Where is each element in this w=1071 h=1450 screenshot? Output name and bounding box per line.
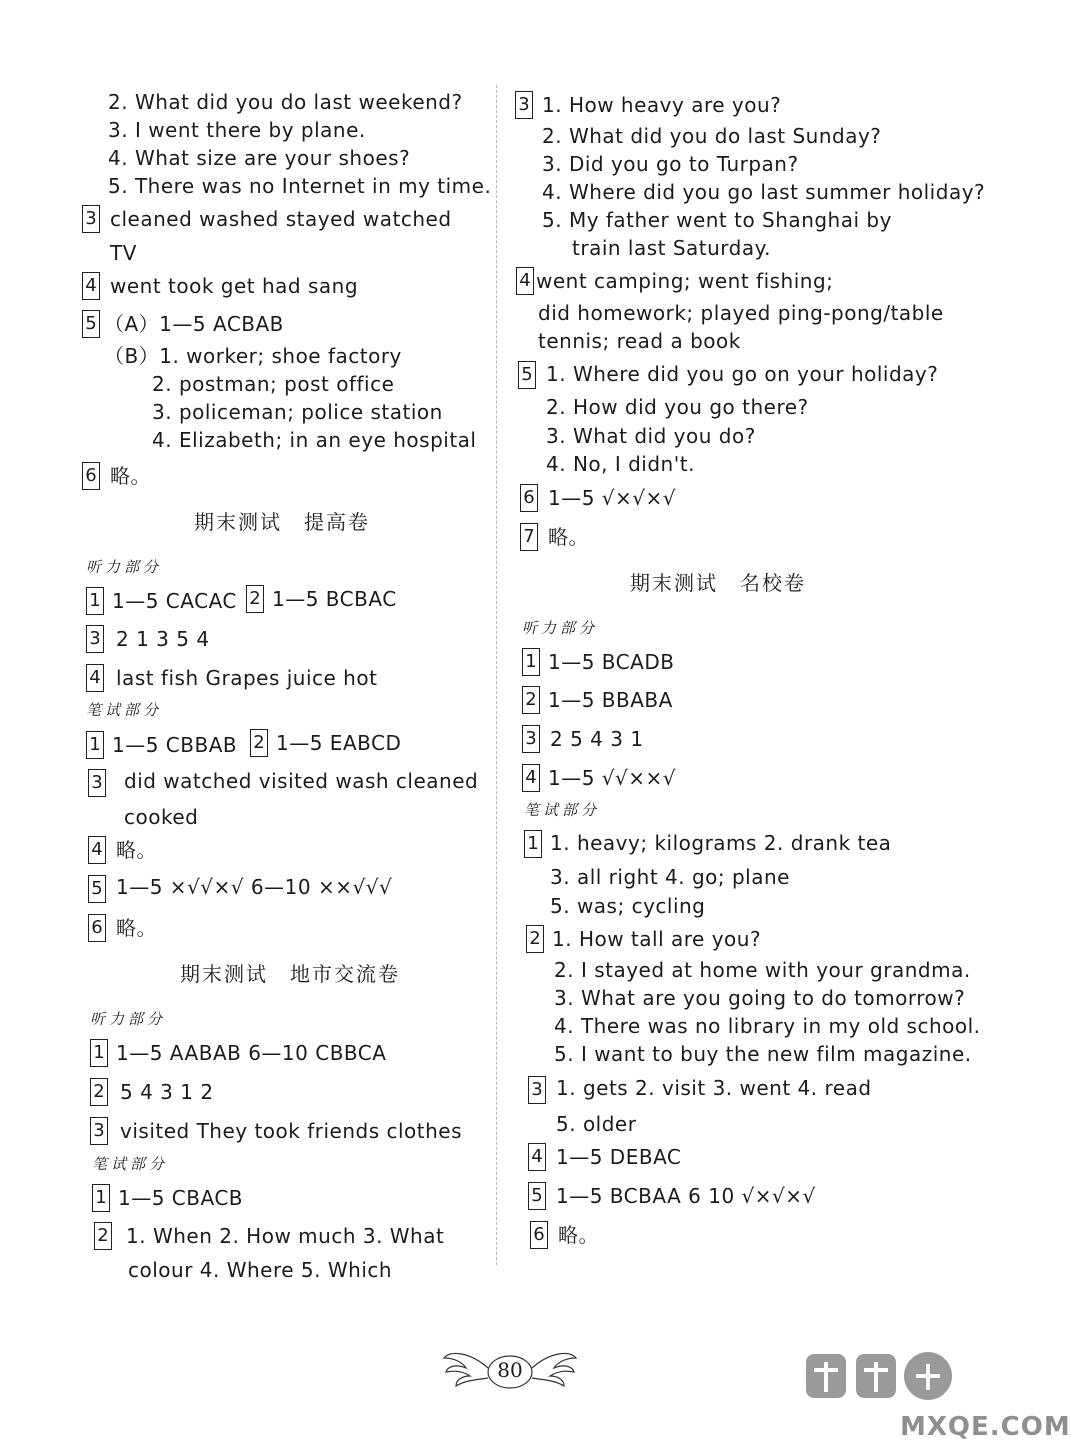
- answer-line: 4. No, I didn't.: [546, 452, 695, 476]
- question-number-box: 3: [86, 625, 104, 653]
- answer-line: 4. There was no library in my old school.: [554, 1014, 981, 1038]
- question-number-box: 4: [528, 1143, 546, 1171]
- answer-line: TV: [110, 241, 137, 265]
- answer-line: 5. There was no Internet in my time.: [108, 174, 492, 198]
- question-number-box: 3: [515, 91, 533, 119]
- question-number-box: 3: [528, 1076, 546, 1104]
- question-number-box: 6: [82, 462, 100, 490]
- question-number-box: 3: [90, 1117, 108, 1145]
- answer-line: went camping; went fishing;: [536, 269, 834, 293]
- question-number-box: 1: [90, 1039, 108, 1067]
- question-number-box: 2: [526, 925, 544, 953]
- answer-line: 2. How did you go there?: [546, 395, 809, 419]
- subsection-label: 笔试部分: [92, 1155, 169, 1173]
- answer-line: 2. What did you do last Sunday?: [542, 124, 882, 148]
- watermark-url: MXQE.COM: [900, 1412, 1071, 1442]
- section-heading: 期末测试 名校卷: [630, 571, 806, 595]
- answer-line: 3. I went there by plane.: [108, 118, 366, 142]
- question-number-box: 1: [92, 1184, 110, 1212]
- question-number-box: 2: [90, 1078, 108, 1106]
- answer-line: 5 4 3 1 2: [120, 1080, 214, 1104]
- question-number-box: 2: [94, 1222, 112, 1250]
- question-number-box: 4: [86, 664, 104, 692]
- answer-line: 4. Elizabeth; in an eye hospital: [152, 428, 477, 452]
- answer-line: 1. How tall are you?: [552, 927, 762, 951]
- answer-line: 1—5 CBBAB: [112, 733, 238, 757]
- answer-line: 1—5 AABAB 6—10 CBBCA: [116, 1041, 387, 1065]
- answer-line: 略。: [116, 916, 157, 940]
- question-number-box: 5: [88, 875, 106, 903]
- question-number-box: 5: [82, 310, 100, 338]
- answer-line: （B）1. worker; shoe factory: [104, 344, 402, 368]
- answer-line: cleaned washed stayed watched: [110, 207, 452, 231]
- answer-line: 1—5 √×√×√: [548, 486, 677, 510]
- answer-line: 3. policeman; police station: [152, 400, 443, 424]
- answer-line: 1—5 ×√√×√ 6—10 ××√√√: [116, 875, 393, 899]
- question-number-box: 1: [86, 587, 104, 615]
- answer-line: 1. gets 2. visit 3. went 4. read: [556, 1076, 872, 1100]
- answer-line: 2. I stayed at home with your grandma.: [554, 958, 971, 982]
- question-number-box: 3: [522, 725, 540, 753]
- subsection-label: 笔试部分: [86, 701, 163, 719]
- question-number-box: 6: [530, 1221, 548, 1249]
- answer-line: 2. postman; post office: [152, 372, 395, 396]
- question-number-box: 5: [518, 361, 536, 389]
- answer-line: did homework; played ping-pong/table: [538, 301, 944, 325]
- answer-line: 1—5 BCADB: [548, 650, 675, 674]
- question-number-box: 4: [522, 764, 540, 792]
- answer-line: 2. What did you do last weekend?: [108, 90, 463, 114]
- question-number-box: 6: [88, 914, 106, 942]
- question-number-box: 1: [522, 648, 540, 676]
- answer-line: 3. Did you go to Turpan?: [542, 152, 799, 176]
- question-number-box: 3: [88, 769, 106, 797]
- question-number-box: 2: [250, 729, 268, 757]
- subsection-label: 听力部分: [522, 619, 599, 637]
- answer-line: 1—5 √√××√: [548, 766, 677, 790]
- question-number-box: 6: [520, 484, 538, 512]
- subsection-label: 听力部分: [90, 1010, 167, 1028]
- answer-line: 略。: [110, 464, 151, 488]
- answer-line: 4. What size are your shoes?: [108, 146, 411, 170]
- answer-line: 1. heavy; kilograms 2. drank tea: [550, 831, 892, 855]
- answer-line: did watched visited wash cleaned: [124, 769, 479, 793]
- section-heading: 期末测试 提高卷: [194, 510, 370, 534]
- answer-line: 5. older: [556, 1112, 637, 1136]
- question-number-box: 1: [524, 830, 542, 858]
- answer-line: 1. How heavy are you?: [542, 93, 782, 117]
- answer-line: colour 4. Where 5. Which: [128, 1258, 393, 1282]
- section-heading: 期末测试 地市交流卷: [180, 962, 400, 986]
- answer-line: 5. I want to buy the new film magazine.: [554, 1042, 972, 1066]
- answer-line: 略。: [116, 838, 157, 862]
- question-number-box: 4: [88, 836, 106, 864]
- column-divider: [496, 85, 497, 1265]
- answer-line: train last Saturday.: [572, 236, 771, 260]
- answer-line: cooked: [124, 805, 199, 829]
- answer-line: 5. was; cycling: [550, 894, 706, 918]
- answer-line: 1. Where did you go on your holiday?: [546, 362, 939, 386]
- subsection-label: 笔试部分: [524, 801, 601, 819]
- answer-line: visited They took friends clothes: [120, 1119, 463, 1143]
- answer-line: 3. all right 4. go; plane: [550, 865, 790, 889]
- answer-line: 3. What did you do?: [546, 424, 756, 448]
- question-number-box: 4: [516, 267, 534, 295]
- answer-line: last fish Grapes juice hot: [116, 666, 378, 690]
- question-number-box: 2: [246, 585, 264, 613]
- page-number: 80: [497, 1358, 523, 1382]
- answer-line: 4. Where did you go last summer holiday?: [542, 180, 986, 204]
- question-number-box: 4: [82, 272, 100, 300]
- question-number-box: 1: [86, 731, 104, 759]
- answer-line: 5. My father went to Shanghai by: [542, 208, 892, 232]
- question-number-box: 7: [520, 523, 538, 551]
- answer-line: went took get had sang: [110, 274, 359, 298]
- question-number-box: 5: [528, 1182, 546, 1210]
- answer-line: 1. When 2. How much 3. What: [126, 1224, 445, 1248]
- answer-line: 1—5 EABCD: [276, 731, 402, 755]
- answer-line: 1—5 DEBAC: [556, 1145, 682, 1169]
- subsection-label: 听力部分: [86, 558, 163, 576]
- question-number-box: 3: [82, 205, 100, 233]
- answer-line: 1—5 BBABA: [548, 688, 673, 712]
- answer-line: 2 5 4 3 1: [550, 727, 644, 751]
- answer-line: 3. What are you going to do tomorrow?: [554, 986, 966, 1010]
- answer-line: 1—5 CBACB: [118, 1186, 244, 1210]
- answer-line: 1—5 BCBAA 6 10 √×√×√: [556, 1184, 816, 1208]
- answer-line: 2 1 3 5 4: [116, 627, 210, 651]
- answer-line: 1—5 CACAC: [112, 589, 237, 613]
- answer-line: 略。: [548, 525, 589, 549]
- question-number-box: 2: [522, 686, 540, 714]
- answer-line: （A）1—5 ACBAB: [104, 312, 284, 336]
- answer-line: 略。: [558, 1223, 599, 1247]
- answer-line: 1—5 BCBAC: [272, 587, 397, 611]
- answer-line: tennis; read a book: [538, 329, 741, 353]
